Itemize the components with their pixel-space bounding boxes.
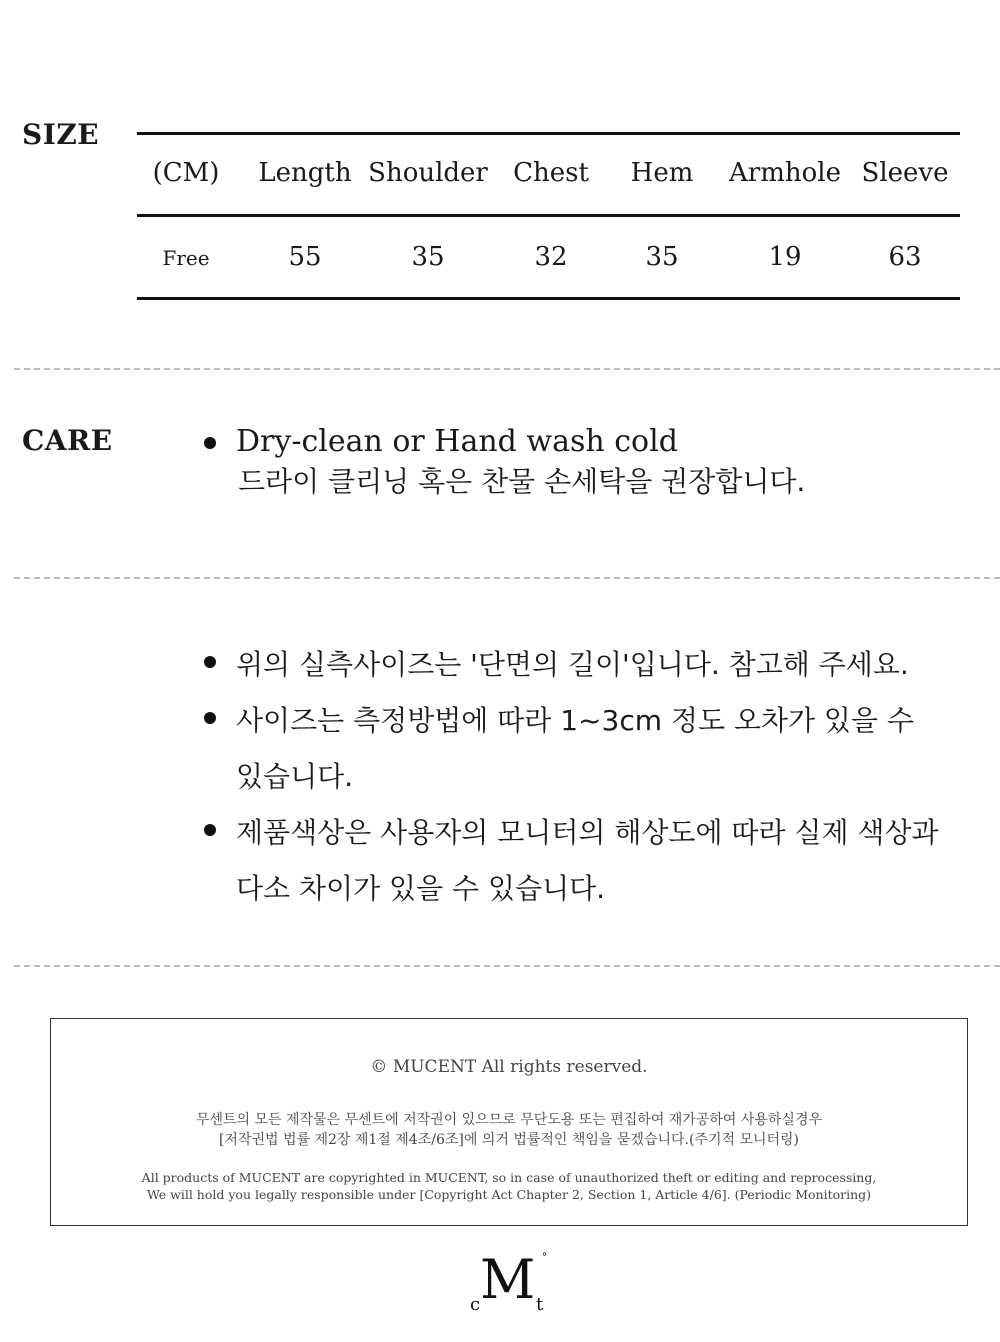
note-color-line1: 제품색상은 사용자의 모니터의 해상도에 따라 실제 색상과 <box>236 816 939 849</box>
header-shoulder: Shoulder <box>368 158 488 188</box>
header-sleeve: Sleeve <box>861 158 949 188</box>
table-bottom-rule <box>137 297 960 300</box>
logo-letter-t: t <box>536 1294 544 1315</box>
copyright-ko-line1: 무센트의 모든 제작물은 무센트에 저작권이 있으므로 무단도용 또는 편집하여 재가공하여 사용하실경우 <box>195 1112 823 1128</box>
bullet-icon <box>204 824 216 836</box>
table-top-rule <box>137 132 960 135</box>
cell-shoulder: 35 <box>411 242 445 272</box>
copyright-ko-line2: [저작권법 법률 제2장 제1절 제4조/6조]에 의거 법률적인 책임을 묻겠습니다.(주기적 모니터링) <box>218 1132 800 1148</box>
section-divider <box>14 368 1000 370</box>
section-divider <box>14 577 1000 579</box>
copyright-en-line2: We will hold you legally responsible under [Copyright Act Chapter 2, Section 1, Article 4/6]. (Periodic Monitoring) <box>146 1187 872 1202</box>
cell-length: 55 <box>288 242 322 272</box>
header-armhole: Armhole <box>729 158 841 188</box>
logo-letter-m: M <box>480 1248 536 1311</box>
cell-size-free: Free <box>162 246 210 270</box>
header-length: Length <box>258 158 352 188</box>
note-tolerance-line2: 있습니다. <box>236 760 354 793</box>
logo-mark: ° <box>542 1252 547 1263</box>
cell-hem: 35 <box>645 242 679 272</box>
copyright-rights: © MUCENT All rights reserved. <box>370 1057 648 1077</box>
note-tolerance-line1: 사이즈는 측정방법에 따라 1~3cm 정도 오차가 있을 수 <box>236 704 914 737</box>
care-instruction-ko: 드라이 클리닝 혹은 찬물 손세탁을 권장합니다. <box>238 465 806 498</box>
logo-letter-c: c <box>470 1294 481 1315</box>
copyright-en-line1: All products of MUCENT are copyrighted in MUCENT, so in case of unauthorized theft or editing and reprocessing, <box>141 1170 877 1185</box>
bullet-icon <box>204 712 216 724</box>
copyright-box <box>50 1018 968 1226</box>
header-chest: Chest <box>513 158 589 188</box>
bullet-icon <box>204 437 216 449</box>
note-measurement: 위의 실측사이즈는 '단면의 길이'입니다. 참고해 주세요. <box>236 648 909 681</box>
cell-sleeve: 63 <box>888 242 922 272</box>
care-instruction-en: Dry-clean or Hand wash cold <box>236 424 678 459</box>
care-section-title: CARE <box>22 424 113 457</box>
table-header-rule <box>137 214 960 217</box>
note-color-line2: 다소 차이가 있을 수 있습니다. <box>236 872 606 905</box>
size-section-title: SIZE <box>22 118 100 151</box>
header-cm: (CM) <box>152 158 220 188</box>
cell-armhole: 19 <box>768 242 802 272</box>
brand-logo <box>470 1248 550 1322</box>
section-divider <box>14 965 1000 967</box>
bullet-icon <box>204 656 216 668</box>
header-hem: Hem <box>630 158 694 188</box>
cell-chest: 32 <box>534 242 568 272</box>
